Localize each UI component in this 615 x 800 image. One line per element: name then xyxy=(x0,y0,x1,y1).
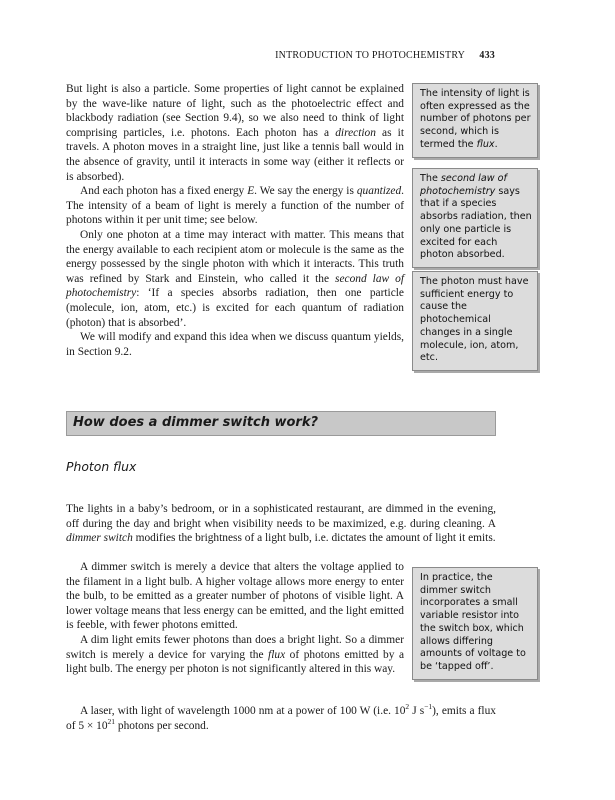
page-number: 433 xyxy=(479,50,495,61)
intro-text xyxy=(66,82,404,359)
margin-note-flux: The intensity of light is often expressed as the number of photons per second, which is termed the flux. xyxy=(412,83,538,158)
section-heading-bar xyxy=(66,411,496,436)
term-dimmer-switch: dimmer switch xyxy=(66,532,133,545)
margin-note-photon-energy: The photon must have sufficient energy to cause the photochemical changes in a single molecule, ion, atom, etc. xyxy=(412,271,538,371)
intro-paragraph-1: But light is also a particle. Some properties of light cannot be explained by the wave-like nature of light, such as the photoelectric effect and blackbody radiation (see Section 9.4), so we also need to think of light comprising particles, i.e. photons. Each photon has a direction as it travels. A photon moves in a straight line, just like a tennis ball would in the absence of gravity, until it interacts in some way (either it reflects or is absorbed). xyxy=(66,83,405,183)
margin-note-dimmer: In practice, the dimmer switch incorporates a small variable resistor into the switch box, which allows differing amounts of voltage to be ‘tapped off’. xyxy=(412,567,538,680)
body-paragraph-1: The lights in a baby’s bedroom, or in a sophisticated restaurant, are dimmed in the evening, off during the day and bright when visibility needs to be maximized, e.g. during cleaning. A dimmer switch modifies the brightness of a light bulb, i.e. dictates the amount of light it emits. xyxy=(66,503,496,545)
intro-paragraph-2: And each photon has a fixed energy E. We say the energy is quantized. The intensity of a beam of light is merely a function of the number of photons within it per unit time; see below. xyxy=(66,185,405,227)
intro-paragraph-4: We will modify and expand this idea when we discuss quantum yields, in Section 9.2. xyxy=(66,331,404,358)
term-direction: direction xyxy=(335,126,376,139)
body-paragraph-3: A dim light emits fewer photons than does a bright light. So a dimmer switch is merely a device for varying the flux of photons emitted by a light bulb. The energy per photon is not significantly altered in this way. xyxy=(66,633,404,676)
section-title: How does a dimmer switch work? xyxy=(73,415,319,430)
running-title: INTRODUCTION TO PHOTOCHEMISTRY xyxy=(275,50,465,61)
body-paragraph-2: A dimmer switch is merely a device that alters the voltage applied to the filament in a light bulb. A higher voltage allows more energy to enter the bulb, to be emitted as a greater number of photons of visible light. A lower voltage means that less energy can be emitted, and the light emitted is feeble, with fewer photons emitted. xyxy=(66,561,404,632)
term-second-law: second law of photochemistry xyxy=(66,272,404,300)
body-text xyxy=(66,560,404,677)
subheading: Photon flux xyxy=(66,459,137,474)
term-flux: flux xyxy=(268,648,286,661)
margin-note-second-law: The second law of photochemistry says that if a species absorbs radiation, then only one particle is excited for each photon absorbed. xyxy=(412,168,538,268)
running-header xyxy=(0,50,495,61)
body-intro xyxy=(66,502,496,546)
body-laser xyxy=(66,704,496,733)
term-quantized: quantized xyxy=(356,185,402,198)
body-paragraph-4: A laser, with light of wavelength 1000 nm at a power of 100 W (i.e. $10^2$ J $s^{-1}$), emits a flux of $5 \times 10^{21}$ photons per second. xyxy=(66,702,496,732)
intro-paragraph-3: Only one photon at a time may interact with matter. This means that the energy available to each recipient atom or molecule is the same as the energy possessed by the single photon with which it interacts. This truth was refined by Stark and Einstein, who called it the second law of photochemistry: ‘If a species absorbs radiation, then one particle (molecule, ion, atom, etc.) is excited for each quantum of radiation (photon) that is absorbed’. xyxy=(66,228,404,329)
